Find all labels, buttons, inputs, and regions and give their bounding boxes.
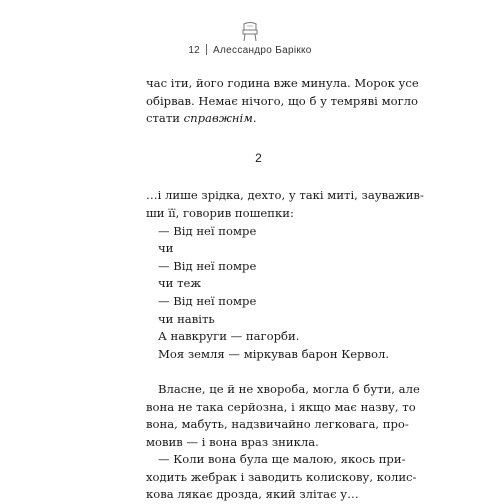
poem-block [146, 187, 424, 363]
text-line: чи теж [158, 276, 202, 291]
text-line: Власне, це й не хвороба, могла б бути, але [158, 381, 420, 396]
header-divider [206, 44, 207, 55]
text-line: ши її, говорив пошепки: [146, 205, 294, 220]
text-line: чи [158, 241, 174, 256]
emphasis-word: справжнім [183, 111, 253, 126]
text-line: А навкруги — пагорби. [158, 329, 300, 344]
page-body [146, 75, 424, 504]
text-line: Моя земля — міркував барон Кервол. [158, 346, 390, 361]
running-header [0, 44, 500, 56]
text-line: — Від неї помре [158, 223, 257, 238]
text-line: — Від неї помре [158, 258, 257, 273]
text-line: ходить жебрак і заводить колискову, колис- [146, 469, 417, 484]
text-line: чи навіть [158, 311, 215, 326]
text-line: стати справжнім. [146, 111, 257, 126]
paragraph-block [146, 381, 420, 504]
text-line: вона, мабуть, надзвичайно легковага, про- [146, 417, 409, 432]
text-line: обірвав. Немає нічого, що б у темряві могло [146, 93, 418, 108]
text-line: …і лише зрідка, дехто, у такі миті, зауважив- [146, 188, 424, 203]
text-line: — Коли вона була ще малою, якось при- [158, 452, 406, 467]
text-line: мовив — і вона враз зникла. [146, 434, 319, 449]
page-number: 12 [188, 45, 201, 56]
text-line: кова лякає дрозда, який злітає у… [146, 487, 359, 502]
text-line: час іти, його година вже минула. Морок усе [146, 76, 419, 90]
author-name: Алессандро Барікко [213, 45, 312, 56]
text-line: вона не така серйозна, і якщо має назву, то [146, 399, 416, 414]
section-number: 2 [255, 150, 262, 165]
text-line: — Від неї помре [158, 293, 257, 308]
chair-emblem-icon [241, 22, 259, 42]
